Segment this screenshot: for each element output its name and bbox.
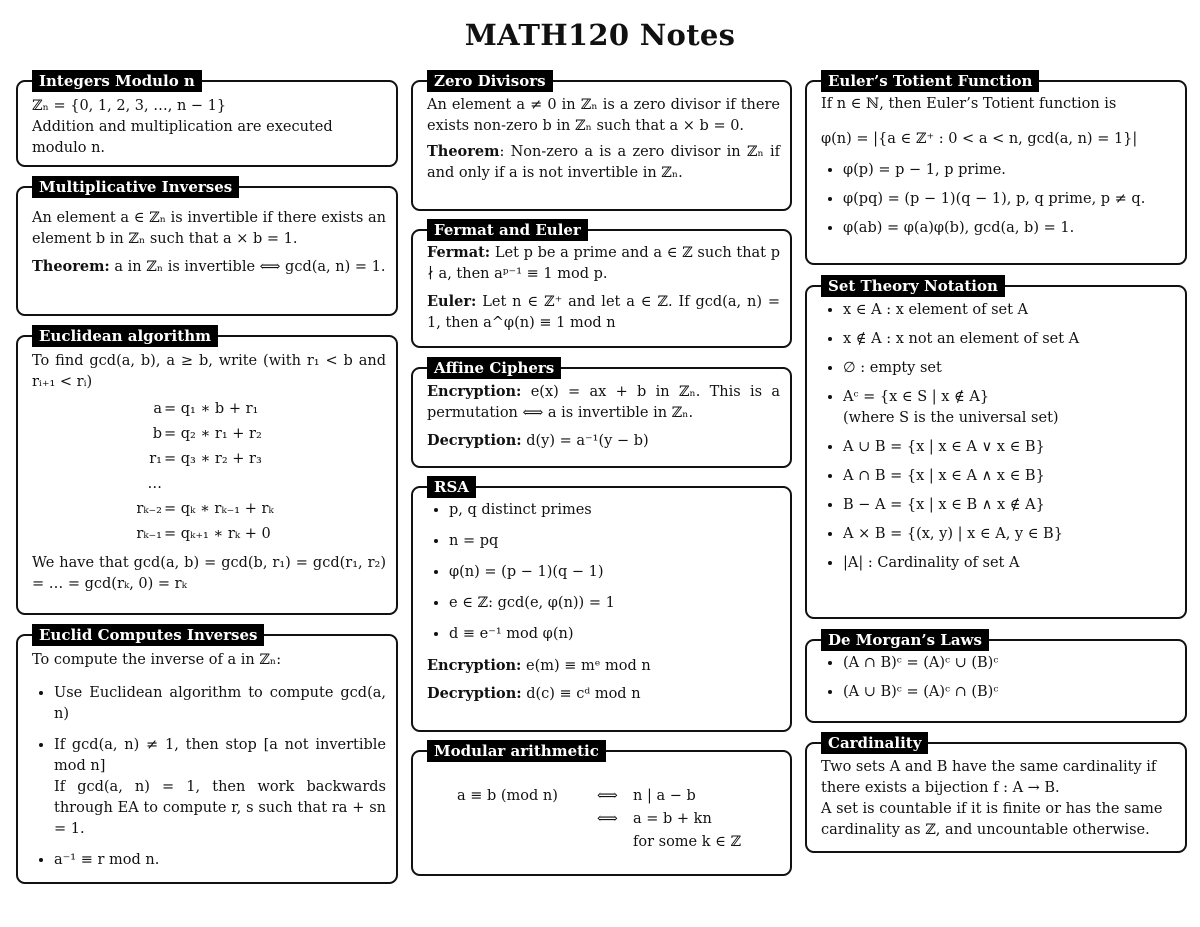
list-item: • φ(pq) = (p − 1)(q − 1), p, q prime, p ≠ q.: [843, 189, 1175, 210]
list-item: • x ∉ A : x not an element of set A: [843, 329, 1175, 350]
list-item: • a⁻¹ ≡ r mod n.: [54, 850, 386, 871]
list-item: • A × B = {(x, y) | x ∈ A, y ∈ B}: [843, 524, 1175, 545]
list-item: • φ(p) = p − 1, p prime.: [843, 160, 1175, 181]
equation-rhs: [162, 474, 164, 495]
iff-symbol: ⟺: [597, 788, 618, 804]
zero-divisors-header: Zero Divisors: [427, 70, 553, 92]
rsa-decryption: [427, 683, 780, 705]
equation-lhs: r₁: [149, 451, 162, 467]
equation-row: [32, 449, 386, 470]
equation-row: [32, 474, 386, 495]
list-item: • B − A = {x | x ∈ B ∧ x ∉ A}: [843, 495, 1175, 516]
affine-ciphers-header: Affine Ciphers: [427, 357, 561, 379]
equation-lhs: rₖ₋₁: [136, 526, 162, 542]
euler-label: Euler:: [427, 293, 477, 310]
equation-lhs: b: [152, 426, 162, 442]
congruence-qualifier: for some k ∈ ℤ: [633, 834, 742, 850]
countable-definition: A set is countable if it is finite or has the same cardinality as ℤ, and uncountable otherwise.: [821, 801, 1163, 838]
euclidean-intro: To find gcd(a, b), a ≥ b, write (with r₁ < b and rᵢ₊₁ < rᵢ): [32, 353, 386, 390]
theorem-text: : Non-zero a is a zero divisor in ℤₙ if and only if a is not invertible in ℤₙ.: [427, 144, 780, 181]
cardinality-definition: Two sets A and B have the same cardinality if there exists a bijection f : A → B.: [821, 759, 1157, 796]
list-item: • n = pq: [449, 531, 780, 552]
equation-rhs: = q₃ ∗ r₂ + r₃: [164, 451, 262, 467]
euclidean-algorithm-box: [16, 327, 398, 615]
equation-rhs: = q₂ ∗ r₁ + r₂: [164, 426, 262, 442]
euler-theorem: [427, 291, 780, 334]
list-item: [843, 387, 1175, 429]
list-item: • d ≡ e⁻¹ mod φ(n): [449, 624, 780, 645]
euclid-inverses-box: [16, 626, 398, 884]
affine-encryption: [427, 381, 780, 424]
congruence-equation: a = b + kn: [633, 811, 712, 827]
list-item-text: If gcd(a, n) ≠ 1, then stop [a not invertible mod n]: [54, 737, 386, 774]
totient-intro: If n ∈ ℕ, then Euler’s Totient function is: [821, 96, 1117, 112]
list-item: • x ∈ A : x element of set A: [843, 300, 1175, 321]
decryption-label: Decryption:: [427, 685, 522, 702]
encryption-label: Encryption:: [427, 657, 522, 674]
decryption-text: d(y) = a⁻¹(y − b): [526, 433, 649, 449]
modular-arithmetic-box: [411, 742, 792, 876]
iff-symbol: ⟺: [597, 811, 618, 827]
invertible-theorem: [32, 256, 386, 278]
theorem-label: Theorem:: [32, 258, 110, 275]
decryption-text: d(c) ≡ cᵈ mod n: [526, 686, 641, 702]
equation-row: [32, 399, 386, 420]
encryption-label: Encryption:: [427, 383, 522, 400]
list-item: • φ(n) = (p − 1)(q − 1): [449, 562, 780, 583]
cardinality-header: Cardinality: [821, 732, 928, 754]
theorem-text: a in ℤₙ is invertible ⟺ gcd(a, n) = 1.: [114, 259, 386, 275]
list-item: • p, q distinct primes: [449, 500, 780, 521]
list-item: • A ∩ B = {x | x ∈ A ∧ x ∈ B}: [843, 466, 1175, 487]
list-item: • (A ∩ B)ᶜ = (A)ᶜ ∪ (B)ᶜ: [843, 653, 1175, 674]
complement-note: (where S is the universal set): [843, 410, 1059, 426]
zn-definition: ℤₙ = {0, 1, 2, 3, …, n − 1}: [32, 98, 227, 114]
equation-rhs: = qₖ ∗ rₖ₋₁ + rₖ: [164, 501, 274, 517]
invertible-definition: An element a ∈ ℤₙ is invertible if there exists an element b in ℤₙ such that a × b = 1.: [32, 210, 386, 247]
affine-ciphers-box: [411, 359, 792, 468]
list-item: • φ(ab) = φ(a)φ(b), gcd(a, b) = 1.: [843, 218, 1175, 239]
euler-text: Let n ∈ ℤ⁺ and let a ∈ ℤ. If gcd(a, n) = 1, then a^φ(n) ≡ 1 mod n: [427, 294, 781, 331]
euclidean-conclusion: We have that gcd(a, b) = gcd(b, r₁) = gcd(r₁, r₂) = … = gcd(rₖ, 0) = rₖ: [32, 555, 386, 592]
eulers-totient-header: Euler’s Totient Function: [821, 70, 1039, 92]
theorem-label: Theorem: [427, 143, 500, 160]
equation-lhs: …: [147, 476, 162, 492]
multiplicative-inverses-header: Multiplicative Inverses: [32, 176, 239, 198]
zn-operations-text: Addition and multiplication are executed modulo n.: [32, 119, 333, 156]
multiplicative-inverses-box: [16, 178, 398, 316]
zero-divisor-theorem: [427, 141, 780, 184]
list-item: • A ∪ B = {x | x ∈ A ∨ x ∈ B}: [843, 437, 1175, 458]
equation-rhs: = q₁ ∗ b + r₁: [164, 401, 259, 417]
encryption-text: e(x) = ax + b in ℤₙ. This is a permutation ⟺ a is invertible in ℤₙ.: [427, 384, 781, 421]
set-theory-box: [805, 277, 1187, 619]
euclid-inverses-header: Euclid Computes Inverses: [32, 624, 264, 646]
decryption-label: Decryption:: [427, 432, 522, 449]
equation-lhs: rₖ₋₂: [136, 501, 162, 517]
list-item: • |A| : Cardinality of set A: [843, 553, 1175, 574]
list-item: • Use Euclidean algorithm to compute gcd(a, n): [54, 683, 386, 725]
affine-decryption: [427, 430, 780, 452]
fermat-euler-header: Fermat and Euler: [427, 219, 588, 241]
fermat-label: Fermat:: [427, 244, 491, 261]
set-theory-header: Set Theory Notation: [821, 275, 1005, 297]
totient-formula: φ(n) = |{a ∈ ℤ⁺ : 0 < a < n, gcd(a, n) = 1}|: [821, 131, 1138, 147]
congruence-divides: n | a − b: [633, 788, 696, 804]
equation-row: [32, 499, 386, 520]
congruence-definition: [457, 786, 780, 853]
eulers-totient-box: [805, 72, 1187, 265]
zero-divisors-box: [411, 72, 792, 211]
equation-row: [32, 524, 386, 545]
cardinality-box: [805, 734, 1187, 853]
equation-lhs: a: [153, 401, 162, 417]
rsa-box: [411, 478, 792, 732]
fermat-euler-box: [411, 221, 792, 348]
modular-arithmetic-header: Modular arithmetic: [427, 740, 606, 762]
euclidean-algorithm-header: Euclidean algorithm: [32, 325, 218, 347]
euclid-inverses-intro: To compute the inverse of a in ℤₙ:: [32, 652, 282, 668]
congruence-lhs: a ≡ b (mod n): [457, 788, 558, 804]
zero-divisor-definition: An element a ≠ 0 in ℤₙ is a zero divisor if there exists non-zero b in ℤₙ such that a × b = 0.: [427, 97, 780, 134]
encryption-text: e(m) ≡ mᵉ mod n: [526, 658, 651, 674]
list-item-text: Aᶜ = {x ∈ S | x ∉ A}: [843, 389, 990, 405]
rsa-header: RSA: [427, 476, 476, 498]
integers-modulo-n-header: Integers Modulo n: [32, 70, 202, 92]
equation-row: [32, 424, 386, 445]
de-morgan-box: [805, 631, 1187, 723]
de-morgan-header: De Morgan’s Laws: [821, 629, 989, 651]
list-item: • ∅ : empty set: [843, 358, 1175, 379]
integers-modulo-n-box: [16, 72, 398, 167]
fermat-theorem: [427, 242, 780, 285]
list-item: [54, 735, 386, 840]
page-title: MATH120 Notes: [464, 18, 736, 52]
list-item: • (A ∪ B)ᶜ = (A)ᶜ ∩ (B)ᶜ: [843, 682, 1175, 703]
rsa-encryption: [427, 655, 780, 677]
equation-rhs: = qₖ₊₁ ∗ rₖ + 0: [164, 526, 271, 542]
list-item-continuation: If gcd(a, n) = 1, then work backwards through EA to compute r, s such that ra + sn = 1.: [54, 779, 386, 837]
euclidean-equations: [32, 399, 386, 545]
list-item: • e ∈ ℤ: gcd(e, φ(n)) = 1: [449, 593, 780, 614]
fermat-text: Let p be a prime and a ∈ ℤ such that p ∤ a, then aᵖ⁻¹ ≡ 1 mod p.: [427, 245, 780, 282]
